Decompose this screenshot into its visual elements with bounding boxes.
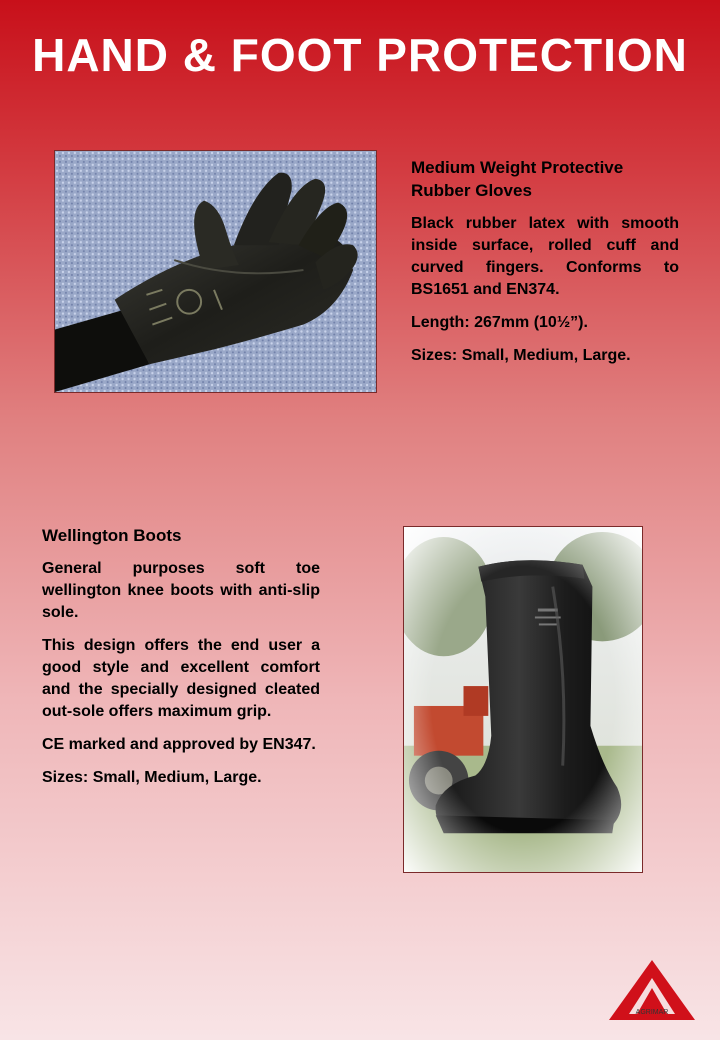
company-logo [607, 958, 697, 1024]
gloves-heading: Medium Weight Protective Rubber Gloves [411, 158, 624, 200]
boots-description [42, 524, 320, 800]
gloves-sizes: Sizes: Small, Medium, Large. [411, 347, 631, 364]
boots-design: This design offers the end user a good style and excellent comfort and the specially designed cleated out-sole offers maximum grip. [42, 637, 320, 720]
gloves-description-text: Black rubber latex with smooth inside surface, rolled cuff and curved fingers. Conforms to BS1651 and EN374. [411, 215, 679, 298]
boots-sizes: Sizes: Small, Medium, Large. [42, 769, 262, 786]
boots-heading: Wellington Boots [42, 526, 182, 545]
boots-description-text: General purposes soft toe wellington knee boots with anti-slip sole. [42, 560, 320, 621]
logo-text: AGRIMAR [635, 1009, 669, 1016]
gloves-description [411, 156, 679, 378]
glove-photo [54, 150, 377, 393]
gloves-length: Length: 267mm (10½”). [411, 314, 588, 331]
boots-approval: CE marked and approved by EN347. [42, 736, 316, 753]
page-title: HAND & FOOT PROTECTION [32, 29, 688, 81]
boot-photo [403, 526, 643, 873]
